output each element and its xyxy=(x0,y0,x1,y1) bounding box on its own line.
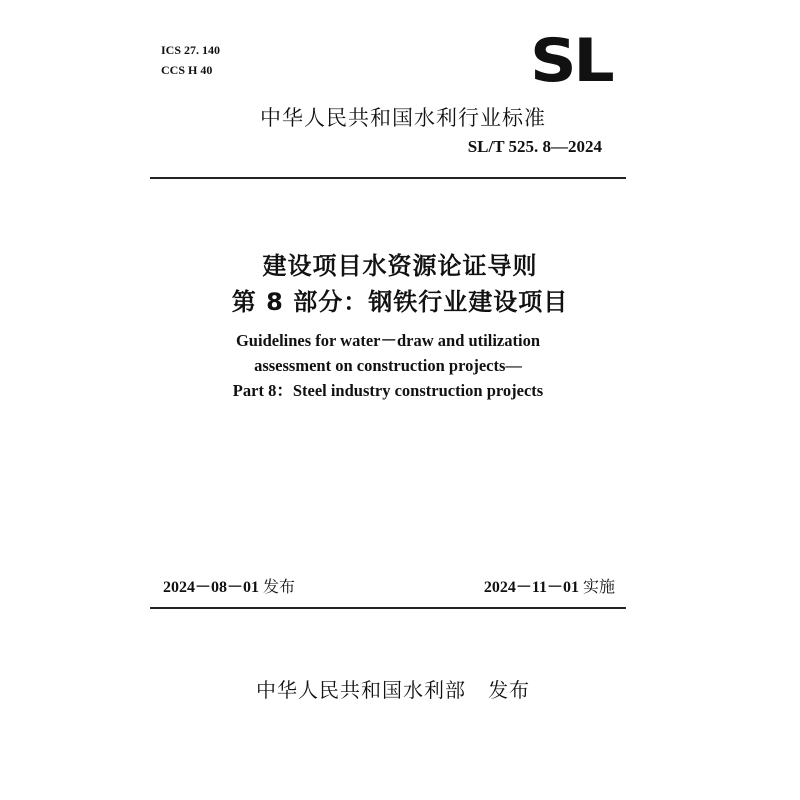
english-title-line-1: Guidelines for water－draw and utilization xyxy=(235,331,541,350)
issue-date-value: 2024－08－01 xyxy=(163,579,260,596)
issue-date xyxy=(163,574,295,597)
standard-number: SL/T 525. 8—2024 xyxy=(467,137,602,156)
bottom-divider xyxy=(150,607,626,609)
implementation-date xyxy=(484,574,615,597)
top-divider xyxy=(150,177,626,179)
publisher-action: 发布 xyxy=(488,678,531,702)
issue-date-label: 发布 xyxy=(263,577,296,596)
english-title-line-3: Part 8：Steel industry construction projects xyxy=(232,381,544,400)
chinese-title-line-2: 第 8 部分：钢铁行业建设项目 xyxy=(231,288,569,316)
publisher-name: 中华人民共和国水利部 xyxy=(256,678,466,702)
chinese-title-line-1: 建设项目水资源论证导则 xyxy=(262,252,538,280)
sl-logo: SL xyxy=(530,26,612,96)
classification-codes xyxy=(161,40,220,80)
ccs-code: CCS H 40 xyxy=(161,63,213,77)
standard-type-title: 中华人民共和国水利行业标准 xyxy=(260,106,546,130)
publisher-line xyxy=(256,674,530,703)
ics-code: ICS 27. 140 xyxy=(161,43,221,57)
implementation-date-value: 2024－11－01 xyxy=(483,579,579,596)
english-title-line-2: assessment on construction projects— xyxy=(254,356,522,375)
implementation-date-label: 实施 xyxy=(582,577,615,596)
